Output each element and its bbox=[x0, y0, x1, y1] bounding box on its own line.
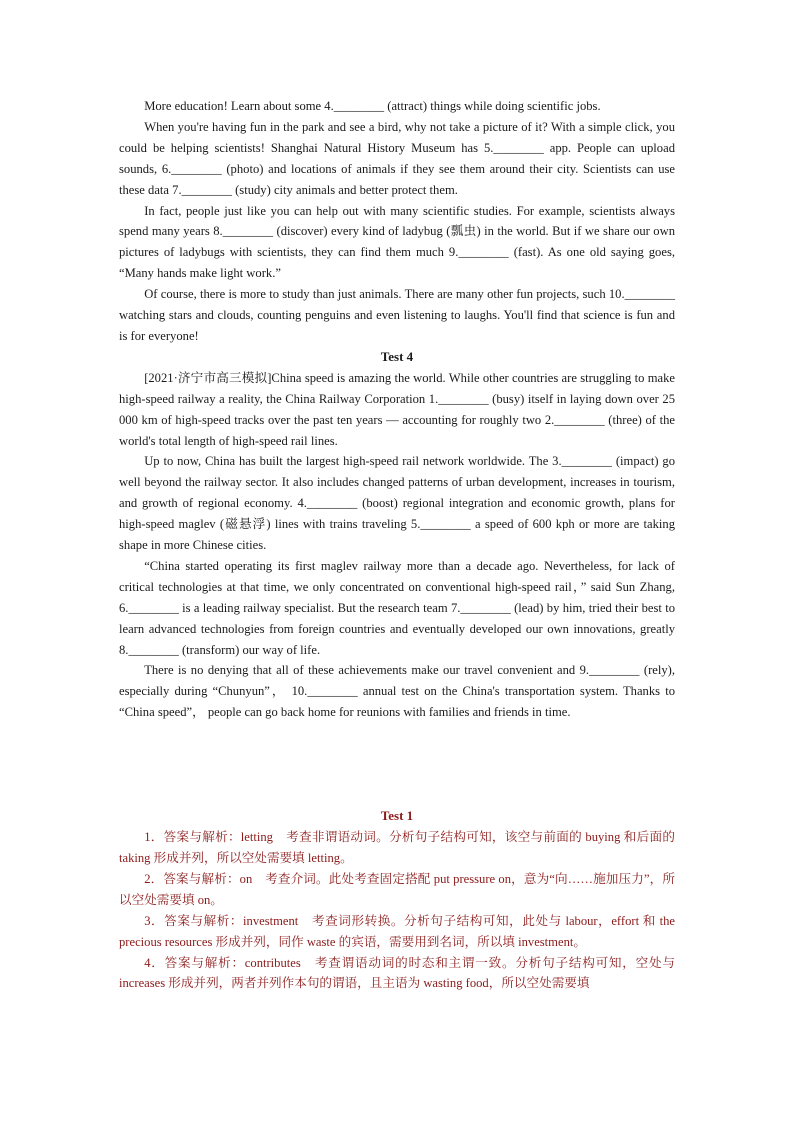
test4-section bbox=[119, 347, 675, 723]
paragraph: Up to now, China has built the largest high-speed rail network worldwide. The 3.________ (impact) go well beyond the railway sector. It also includes changed patterns of urban development, increases in tourism, and growth of regional economy. 4.________ (boost) regional integration and economic growth, plans for high-speed maglev (磁悬浮) lines with trains traveling 5.________ a speed of 600 kph or more are taking shape in more Chinese cities. bbox=[119, 454, 675, 553]
section-title: Test 4 bbox=[380, 348, 414, 364]
paragraph: In fact, people just like you can help out with many scientific studies. For example, scientists always spend many years 8.________ (discover) every kind of ladybug (瓢虫) in the world. But if we share our own pictures of ladybugs with scientists, they can find them much 9.________ (fast). As one old saying goes, “Many hands make light work.” bbox=[119, 203, 675, 281]
paragraph: Of course, there is more to study than just animals. There are many other fun projects, such 10.________ watching stars and clouds, counting penguins and even listening to laughs. You'll find that science is fun and is for everyone! bbox=[119, 287, 675, 343]
paragraph: When you're having fun in the park and see a bird, why not take a picture of it? With a simple click, you could be helping scientists! Shanghai Natural History Museum has 5.________ app. People can upload sounds, 6.________ (photo) and locations of animals if they see them around their city. Scientists can use these data 7.________ (study) city animals and better protect them. bbox=[119, 119, 675, 197]
document-page bbox=[119, 96, 675, 994]
section-spacer bbox=[119, 723, 675, 806]
paragraph: There is no denying that all of these achievements make our travel convenient and 9.________ (rely), especially during “Chunyun”， 10.________ annual test on the China's transportation system. Thanks to “China speed”， people can go back home for reunions with families and friends in time. bbox=[119, 663, 675, 720]
answer-item: 2．答案与解析：on 考查介词。此处考查固定搭配 put pressure on，意为“向……施加压力”，所以空处需要填 on。 bbox=[119, 871, 675, 907]
answer-item: 4．答案与解析：contributes 考查谓语动词的时态和主谓一致。分析句子结构可知，空处与 increases 形成并列，两者并列作本句的谓语，且主语为 wasting food，所以空处需要填 bbox=[119, 955, 675, 991]
answer-item: 1．答案与解析：letting 考查非谓语动词。分析句子结构可知，该空与前面的 buying 和后面的 taking 形成并列，所以空处需要填 letting。 bbox=[119, 830, 675, 865]
paragraph: [2021·济宁市高三模拟]China speed is amazing the world. While other countries are struggling to make high-speed railway a reality, the China Railway Corporation 1.________ (busy) itself in laying down over 25 000 km of high-speed tracks over the past ten years — accounting for roughly two 2.________ (three) of the world's total length of high-speed rail lines. bbox=[119, 370, 675, 448]
paragraph: “China started operating its first maglev railway more than a decade ago. Nevertheless, for lack of critical technologies at that time, we only concentrated on conventional high-speed rail，” said Sun Zhang, 6.________ is a leading railway specialist. But the research team 7.________ (lead) by him, tried their best to learn advanced technologies from foreign countries and eventually developed our own innovations, greatly 8.________ (transform) our way of life. bbox=[119, 558, 675, 657]
answer-title: Test 1 bbox=[380, 808, 414, 824]
answer-item: 3．答案与解析：investment 考查词形转换。分析句子结构可知，此处与 labour，effort 和 the precious resources 形成并列，同作 waste 的宾语，需要用到名词，所以填 investment。 bbox=[119, 913, 675, 949]
test3-continuation bbox=[119, 96, 675, 347]
paragraph: More education! Learn about some 4.________ (attract) things while doing scientific jobs. bbox=[144, 99, 601, 113]
answer-section bbox=[119, 806, 675, 994]
